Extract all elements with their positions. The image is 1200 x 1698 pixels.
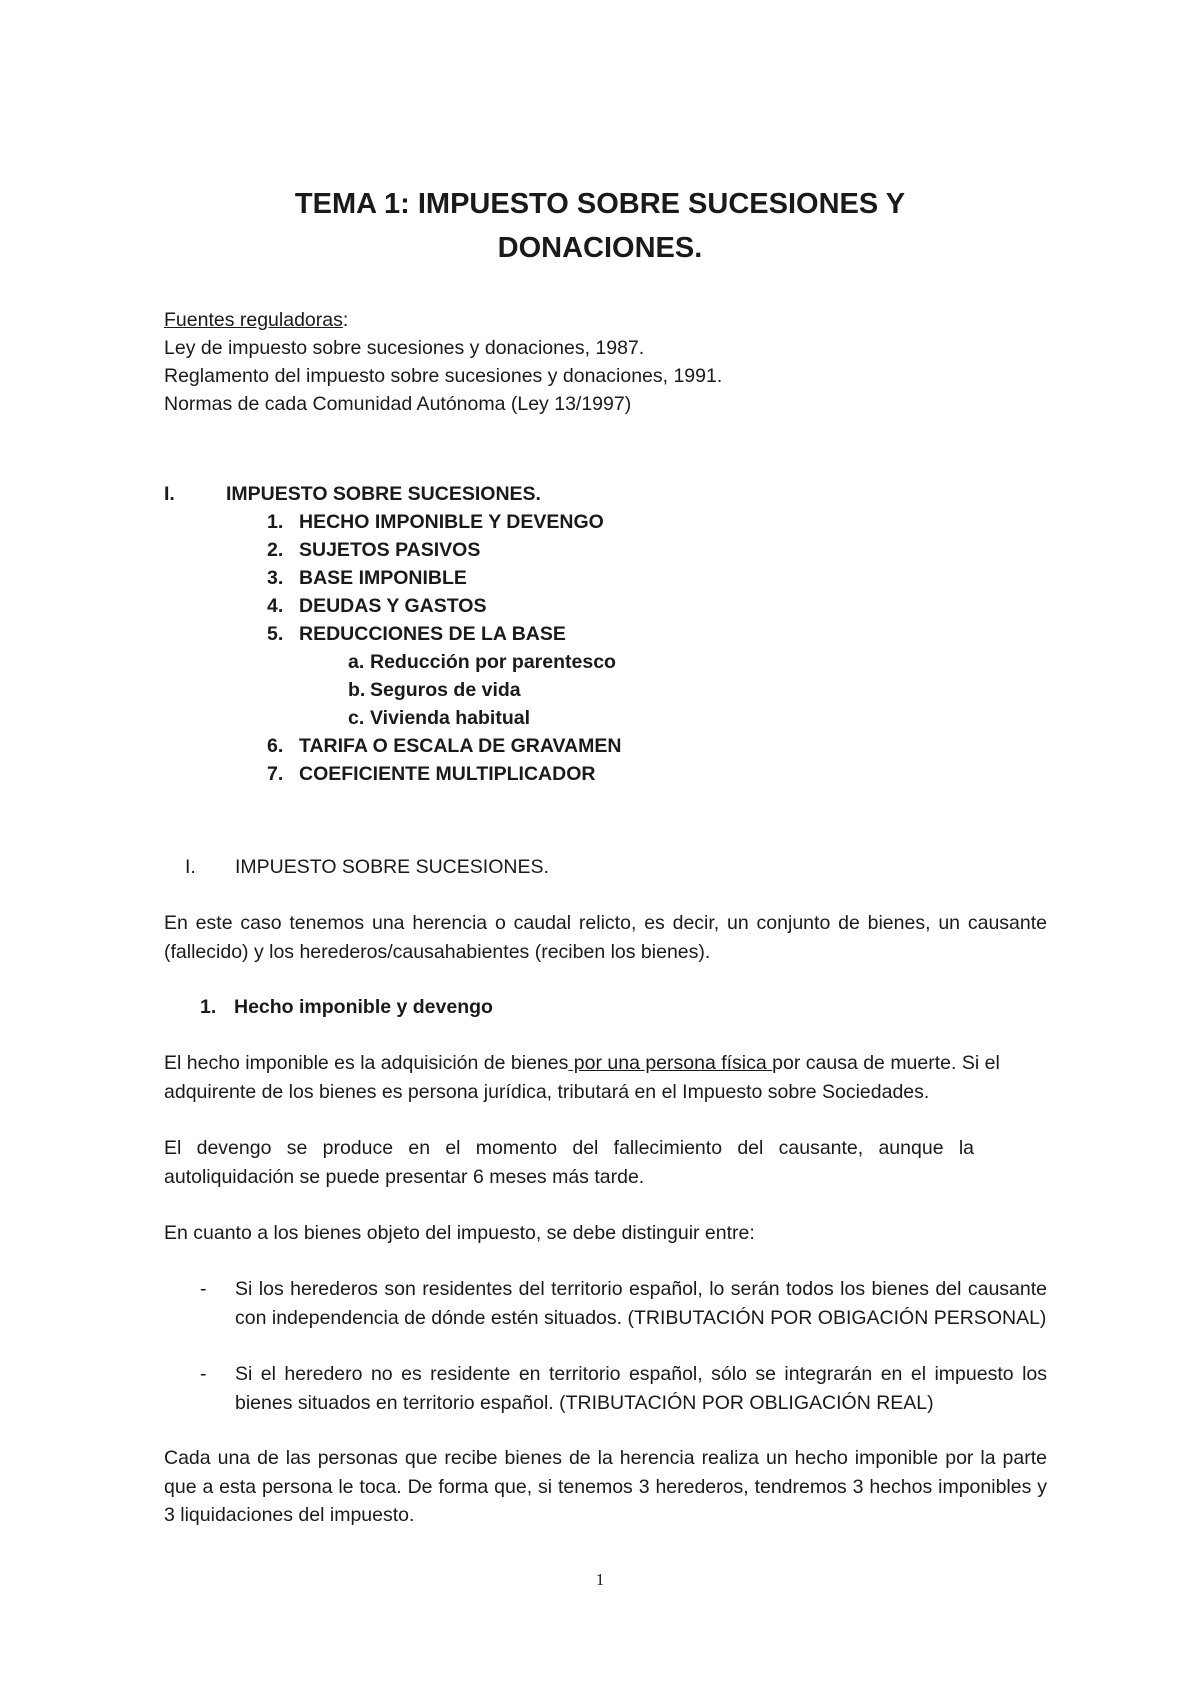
toc-item — [267, 760, 595, 788]
toc-item-num: 4. — [267, 595, 284, 617]
devengo-paragraph: El devengo se produce en el momento del fallecimiento del causante, aunque la autoliquidación se puede presentar 6 meses más tarde. — [164, 1137, 974, 1188]
toc-section — [164, 480, 541, 508]
bullet-marker: - — [200, 1363, 207, 1385]
source-item: Ley de impuesto sobre sucesiones y donaciones, 1987. — [164, 337, 645, 359]
toc-subitem-letter: b. — [348, 679, 366, 701]
hecho-paragraph — [164, 1049, 1047, 1106]
toc-subitem-label: Vivienda habitual — [370, 707, 531, 729]
closing-paragraph: Cada una de las personas que recibe bienes de la herencia realiza un hecho imponible por la parte que a esta persona le toca. De forma que, si tenemos 3 herederos, tendremos 3 hechos imponibles y 3 liquidaciones del impuesto. — [164, 1447, 1047, 1526]
sources-heading — [164, 306, 1064, 334]
toc-item — [267, 732, 621, 760]
hecho-text-part1: El hecho imponible es la adquisición de bienes — [164, 1052, 569, 1074]
toc-subitem-label: Seguros de vida — [370, 679, 521, 701]
sources-block — [164, 306, 1064, 418]
toc-subitem — [348, 704, 530, 732]
title-line-2: DONACIONES. — [497, 232, 703, 264]
toc-item-label: COEFICIENTE MULTIPLICADOR — [299, 763, 596, 785]
toc-item-label: HECHO IMPONIBLE Y DEVENGO — [299, 511, 604, 533]
section-num: I. — [185, 856, 196, 878]
source-item: Normas de cada Comunidad Autónoma (Ley 13/1997) — [164, 393, 632, 415]
toc-item-label: SUJETOS PASIVOS — [299, 539, 481, 561]
toc-subitem-label: Reducción por parentesco — [370, 651, 616, 673]
bullet-marker: - — [200, 1278, 207, 1300]
toc-section-num: I. — [164, 483, 175, 505]
toc-item-label: BASE IMPONIBLE — [299, 567, 467, 589]
sources-heading-colon: : — [342, 309, 349, 331]
toc-item — [267, 536, 480, 564]
toc-item-label: REDUCCIONES DE LA BASE — [299, 623, 566, 645]
toc-item — [267, 592, 486, 620]
hecho-text-part2: por causa de muerte. Si el adquirente de los bienes es persona jurídica, tributará en el Impuesto sobre Sociedades. — [164, 1052, 1000, 1103]
intro-paragraph: En este caso tenemos una herencia o caudal relicto, es decir, un conjunto de bienes, un causante (fallecido) y los herederos/causahabientes (reciben los bienes). — [164, 912, 1047, 963]
section-heading — [185, 853, 549, 881]
page-number: 1 — [595, 1570, 605, 1589]
toc-item-num: 5. — [267, 623, 284, 645]
toc-item-num: 6. — [267, 735, 284, 757]
toc-item-num: 3. — [267, 567, 284, 589]
bullet-text: Si el heredero no es residente en territorio español, sólo se integrarán en el impuesto los bienes situados en territorio español. (TRIBUTACIÓN POR OBLIGACIÓN REAL) — [235, 1363, 1047, 1414]
toc-section-title: IMPUESTO SOBRE SUCESIONES. — [226, 483, 541, 505]
toc-item — [267, 508, 604, 536]
subsection-heading — [200, 993, 493, 1021]
toc-item-label: TARIFA O ESCALA DE GRAVAMEN — [299, 735, 622, 757]
toc-item-num: 1. — [267, 511, 284, 533]
sources-heading-text: Fuentes reguladoras — [164, 309, 343, 331]
title-line-1: TEMA 1: IMPUESTO SOBRE SUCESIONES Y — [294, 188, 906, 220]
section-title: IMPUESTO SOBRE SUCESIONES. — [235, 856, 549, 878]
subsection-num: 1. — [200, 996, 217, 1018]
toc-item — [267, 564, 467, 592]
toc-subitem — [348, 676, 521, 704]
toc-item — [267, 620, 566, 648]
toc-subitem-letter: c. — [348, 707, 365, 729]
bienes-intro: En cuanto a los bienes objeto del impuesto, se debe distinguir entre: — [164, 1222, 755, 1244]
subsection-title: Hecho imponible y devengo — [234, 996, 493, 1018]
toc-item-num: 2. — [267, 539, 284, 561]
hecho-text-underlined: por una persona física — [568, 1052, 773, 1074]
toc-item-num: 7. — [267, 763, 284, 785]
toc-item-label: DEUDAS Y GASTOS — [299, 595, 487, 617]
document-title — [160, 182, 1040, 270]
bullet-text: Si los herederos son residentes del territorio español, lo serán todos los bienes del causante con independencia de dónde estén situados. (TRIBUTACIÓN POR OBIGACIÓN PERSONAL) — [235, 1278, 1047, 1329]
toc-subitem-letter: a. — [348, 651, 365, 673]
source-item: Reglamento del impuesto sobre sucesiones y donaciones, 1991. — [164, 365, 723, 387]
toc-subitem — [348, 648, 616, 676]
